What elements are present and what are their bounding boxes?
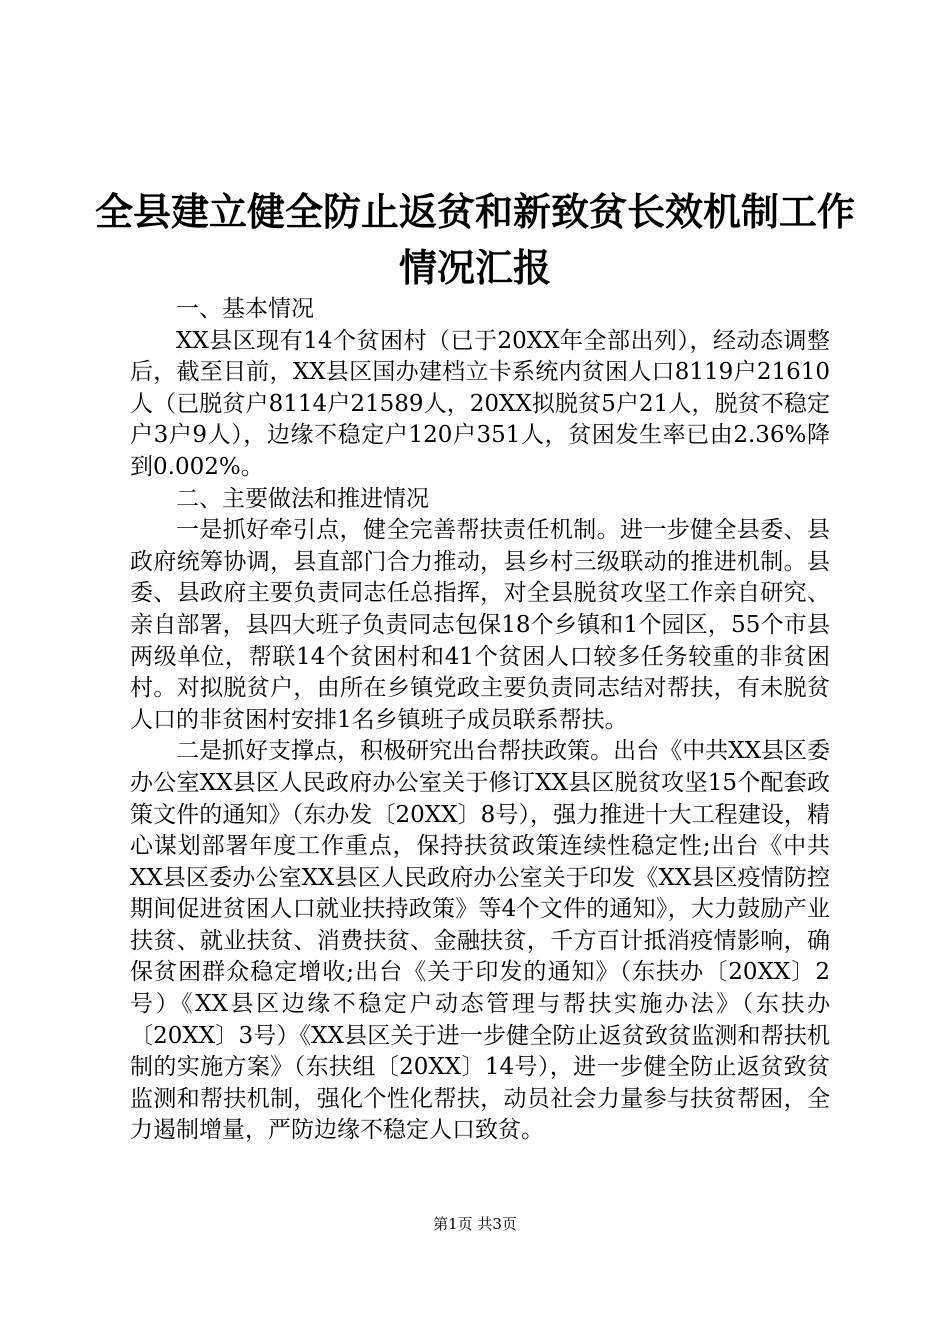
document-body xyxy=(130,294,830,1147)
section-heading-basic: 一、基本情况 xyxy=(176,296,314,322)
section-heading-measures: 二、主要做法和推进情况 xyxy=(176,485,429,512)
document-title-line-1: 全县建立健全防止返贫和新致贫长效机制工作 xyxy=(94,189,855,234)
paragraph-measure-2: 二是抓好支撑点，积极研究出台帮扶政策。出台《中共XX县区委办公室XX县区人民政府办公室关于修订XX县区脱贫攻坚15个配套政策文件的通知》（东办发〔20XX〕8号），强力推进十大工程建设，精心谋划部署年度工作重点，保持扶贫政策连续性稳定性;出台《中共XX县区委办公室XX县区人民政府办公室关于印发《XX县区疫情防控期间促进贫困人口就业扶持政策》等4个文件的通知》，大力鼓励产业扶贫、就业扶贫、消费扶贫、金融扶贫，千方百计抵消疫情影响，确保贫困群众稳定增收;出台《关于印发的通知》（东扶办〔20XX〕2号）《XX县区边缘不稳定户动态管理与帮扶实施办法》（东扶办〔20XX〕3号）《XX县区关于进一步健全防止返贫致贫监测和帮扶机制的实施方案》（东扶组〔20XX〕14号），进一步健全防止返贫致贫监测和帮扶机制，强化个性化帮扶，动员社会力量参与扶贫帮困，全力遏制增量，严防边缘不稳定人口致贫。 xyxy=(130,738,830,1144)
document-title-line-2: 情况汇报 xyxy=(398,245,551,290)
page-footer: 第1页 共3页 xyxy=(433,1215,517,1233)
paragraph-measure-1: 一是抓好牵引点，健全完善帮扶责任机制。进一步健全县委、县政府统筹协调，县直部门合力推动，县乡村三级联动的推进机制。县委、县政府主要负责同志任总指挥，对全县脱贫攻坚工作亲自研究、亲自部署，县四大班子负责同志包保18个乡镇和1个园区，55个市县两级单位，帮联14个贫困村和41个贫困人口较多任务较重的非贫困村。对拟脱贫户，由所在乡镇党政主要负责同志结对帮扶，有未脱贫人口的非贫困村安排1名乡镇班子成员联系帮扶。 xyxy=(130,517,830,733)
paragraph-basic-situation: XX县区现有14个贫困村（已于20XX年全部出列），经动态调整后，截至目前，XX县区国办建档立卡系统内贫困人口8119户21610人（已脱贫户8114户21589人，20XX拟脱贫5户21人，脱贫不稳定户3户9人），边缘不稳定户120户351人，贫困发生率已由2.36%降到0.002%。 xyxy=(130,327,830,480)
